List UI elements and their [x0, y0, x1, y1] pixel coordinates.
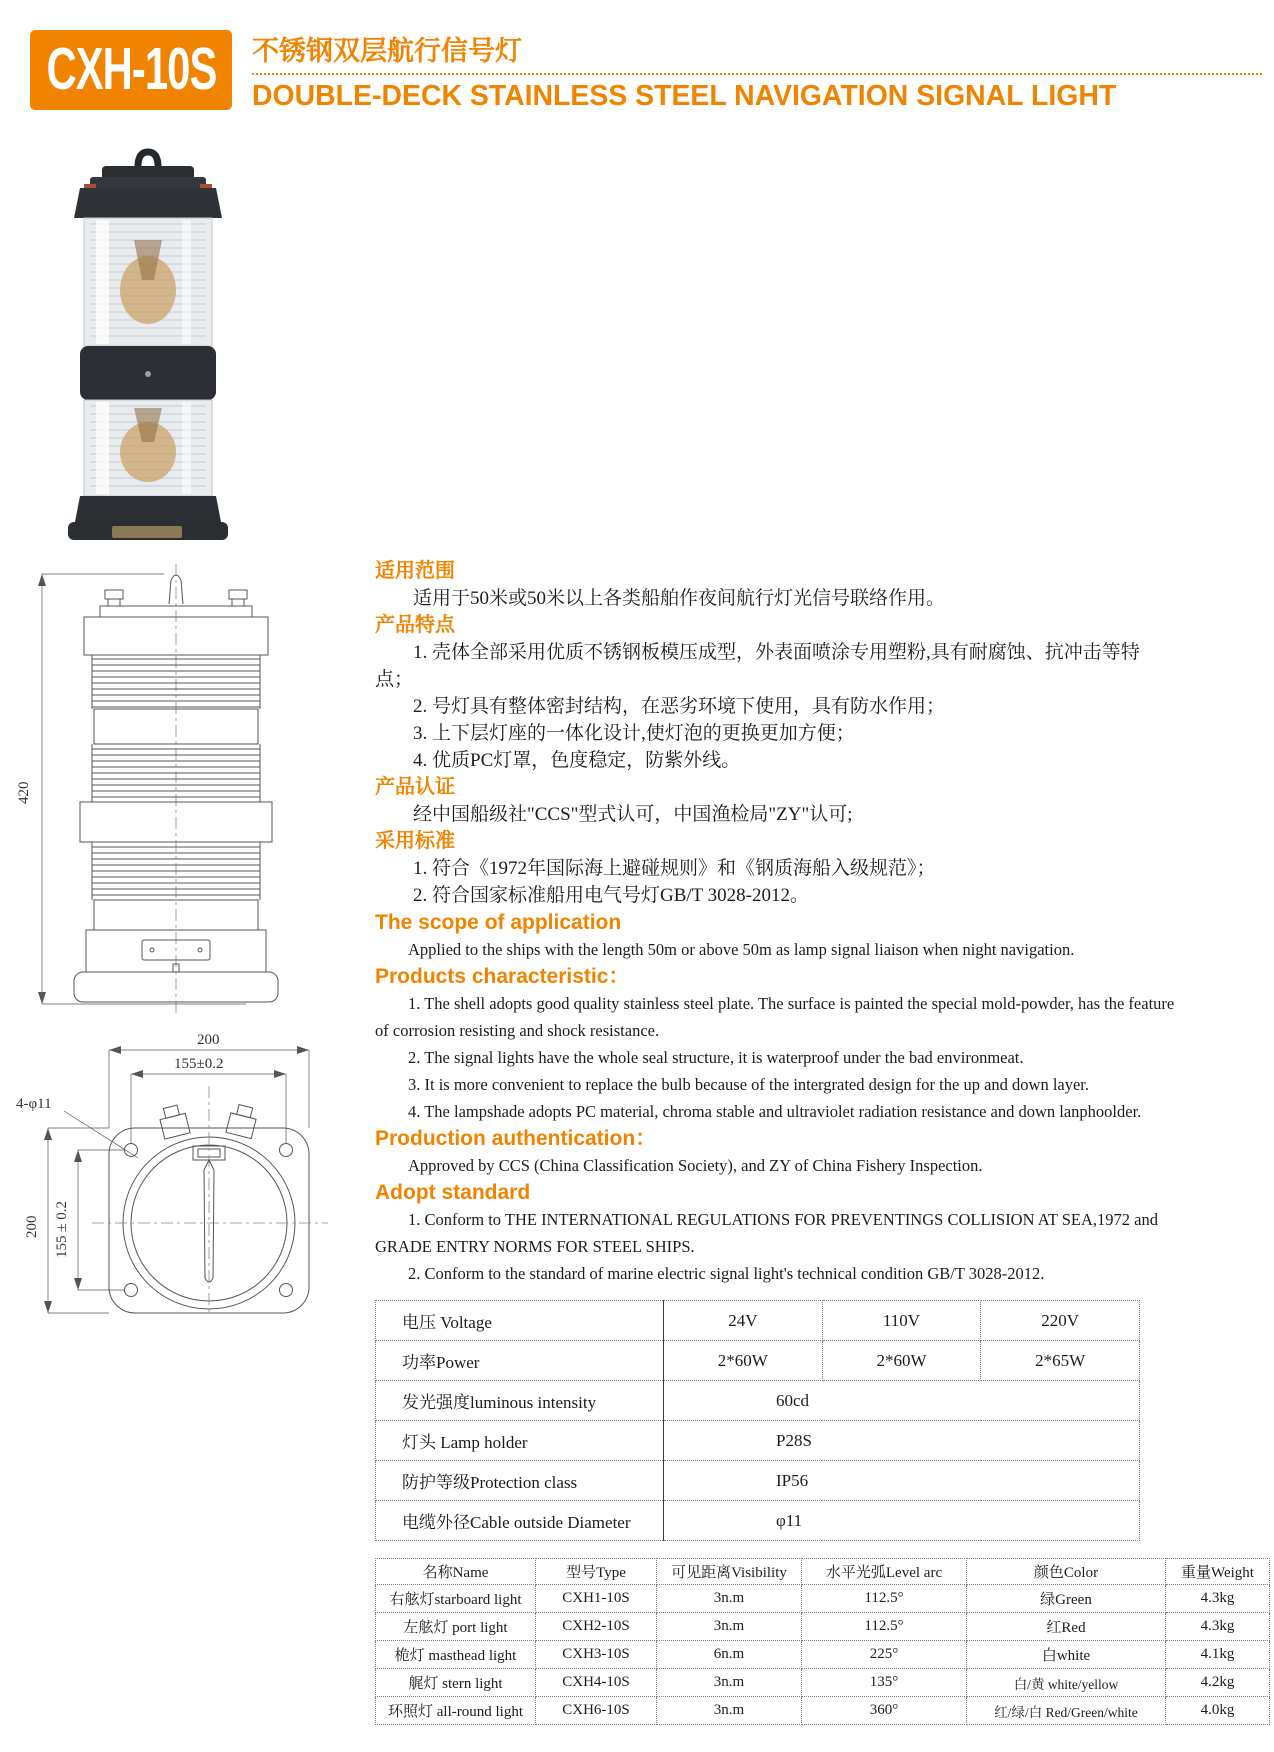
side-view-drawing: [14, 552, 346, 1024]
table-row: [376, 1641, 1270, 1669]
section-heading: Adopt standard: [375, 1181, 531, 1204]
model-badge: [30, 30, 232, 110]
section-paragraph: Applied to the ships with the length 50m or above 50m as lamp signal liaison when night navigation.: [408, 940, 1075, 959]
model-cell: 4.3kg: [1166, 1585, 1270, 1613]
model-cell: 桅灯 masthead light: [376, 1641, 536, 1669]
spec-label: 防护等级Protection class: [376, 1461, 664, 1501]
model-cell: 左舷灯 port light: [376, 1613, 536, 1641]
model-number: CXH-10S: [46, 36, 216, 103]
spec-value: 2*60W: [664, 1341, 823, 1381]
section-heading: 产品特点: [375, 614, 455, 636]
model-cell: 右舷灯starboard light: [376, 1585, 536, 1613]
spec-value: 60cd: [664, 1381, 1140, 1421]
table-row: [376, 1697, 1270, 1725]
content-column: [375, 558, 1254, 1725]
table-row: [376, 1461, 1140, 1501]
model-table-head: [376, 1559, 1270, 1585]
section-heading: 产品认证: [375, 776, 455, 798]
section-paragraph: 1. 符合《1972年国际海上避碰规则》和《钢质海船入级规范》；: [413, 858, 936, 879]
model-cell: 6n.m: [657, 1641, 802, 1669]
section-paragraph: 1. The shell adopts good quality stainless steel plate. The surface is painted the special mold-powder, has the feature of corrosion resisting and shock resistance.: [375, 994, 1175, 1040]
spec-value: 2*65W: [981, 1341, 1140, 1381]
section-paragraph: Approved by CCS (China Classification Society), and ZY of China Fishery Inspection.: [408, 1156, 983, 1175]
table-row: [376, 1301, 1140, 1341]
spec-table: [375, 1300, 1140, 1541]
spec-label: 电缆外径Cable outside Diameter: [376, 1501, 664, 1541]
model-table-header-row: [376, 1559, 1270, 1585]
model-cell: 3n.m: [657, 1697, 802, 1725]
section-paragraph: 2. The signal lights have the whole seal structure, it is waterproof under the bad environmeat.: [408, 1048, 1024, 1067]
model-cell: 4.1kg: [1166, 1641, 1270, 1669]
section-paragraph: 适用于50米或50米以上各类船舶作夜间航行灯光信号联络作用。: [413, 588, 946, 609]
section-heading: The scope of application: [375, 911, 622, 934]
top-cap: [74, 188, 222, 218]
model-cell: CXH3-10S: [536, 1641, 657, 1669]
model-cell: 112.5°: [802, 1585, 967, 1613]
spec-value: 2*60W: [822, 1341, 981, 1381]
dim-155-h: 155±0.2: [174, 1056, 224, 1072]
table-row: [376, 1501, 1140, 1541]
model-cell: 4.0kg: [1166, 1697, 1270, 1725]
model-column-header: 可见距离Visibility: [657, 1559, 802, 1585]
model-cell: 4.3kg: [1166, 1613, 1270, 1641]
spec-table-body: [376, 1301, 1140, 1541]
spec-value: 24V: [664, 1301, 823, 1341]
spec-value: P28S: [664, 1421, 1140, 1461]
table-row: [376, 1381, 1140, 1421]
spec-label: 功率Power: [376, 1341, 664, 1381]
section-paragraph: 4. 优质PC灯罩，色度稳定，防紫外线。: [413, 750, 741, 771]
section-paragraph: 2. 号灯具有整体密封结构，在恶劣环境下使用，具有防水作用；: [413, 696, 946, 717]
model-variants-table: [375, 1558, 1270, 1725]
lower-lens: [84, 400, 212, 496]
spec-label: 电压 Voltage: [376, 1301, 664, 1341]
page-title-chinese: 不锈钢双层航行信号灯: [252, 36, 1262, 75]
table-row: [376, 1341, 1140, 1381]
top-view-svg: [14, 1028, 346, 1320]
product-photo: [50, 140, 246, 540]
model-table-body: [376, 1585, 1270, 1725]
spec-label: 发光强度luminous intensity: [376, 1381, 664, 1421]
section-paragraph: 经中国船级社"CCS"型式认可，中国渔检局"ZY"认可;: [413, 804, 853, 825]
model-cell: 红/绿/白 Red/Green/white: [967, 1697, 1166, 1725]
spec-value: φ11: [664, 1501, 1140, 1541]
model-cell: CXH4-10S: [536, 1669, 657, 1697]
model-cell: 112.5°: [802, 1613, 967, 1641]
side-view-svg: [14, 552, 346, 1024]
model-cell: 4.2kg: [1166, 1669, 1270, 1697]
section-heading: 适用范围: [375, 560, 455, 582]
model-cell: 环照灯 all-round light: [376, 1697, 536, 1725]
upper-lens: [84, 218, 212, 346]
text-sections: [375, 558, 1175, 1287]
label-holes: 4-φ11: [16, 1096, 52, 1112]
section-heading: Production authentication：: [375, 1127, 657, 1150]
model-column-header: 型号Type: [536, 1559, 657, 1585]
model-cell: CXH1-10S: [536, 1585, 657, 1613]
section-paragraph: 1. 壳体全部采用优质不锈钢板模压成型，外表面喷涂专用塑粉,具有耐腐蚀、抗冲击等特点；: [375, 642, 1140, 690]
section-paragraph: 2. Conform to the standard of marine electric signal light's technical condition GB/T 3028-2012.: [408, 1264, 1045, 1283]
model-column-header: 颜色Color: [967, 1559, 1166, 1585]
model-cell: 艉灯 stern light: [376, 1669, 536, 1697]
dim-200-v: 200: [24, 1215, 40, 1238]
model-cell: 绿Green: [967, 1585, 1166, 1613]
top-view-drawing: [14, 1028, 346, 1320]
model-cell: 3n.m: [657, 1585, 802, 1613]
spec-label: 灯头 Lamp holder: [376, 1421, 664, 1461]
dim-155-v: 155 ± 0.2: [54, 1201, 70, 1258]
navigation-light-photo: [50, 140, 246, 540]
dim-200-h: 200: [197, 1032, 220, 1048]
model-cell: 白white: [967, 1641, 1166, 1669]
section-paragraph: 2. 符合国家标准船用电气号灯GB/T 3028-2012。: [413, 885, 810, 906]
model-cell: 3n.m: [657, 1669, 802, 1697]
section-paragraph: 1. Conform to THE INTERNATIONAL REGULATIONS FOR PREVENTINGS COLLISION AT SEA,1972 and GRADE ENTRY NORMS FOR STEEL SHIPS.: [375, 1210, 1158, 1256]
dim-420: 420: [16, 781, 32, 804]
section-heading: Products characteristic：: [375, 965, 630, 988]
model-column-header: 名称Name: [376, 1559, 536, 1585]
spec-value: 220V: [981, 1301, 1140, 1341]
model-cell: CXH6-10S: [536, 1697, 657, 1725]
model-cell: 3n.m: [657, 1613, 802, 1641]
model-column-header: 重量Weight: [1166, 1559, 1270, 1585]
model-cell: 360°: [802, 1697, 967, 1725]
model-cell: 135°: [802, 1669, 967, 1697]
model-cell: 白/黄 white/yellow: [967, 1669, 1166, 1697]
section-heading: 采用标准: [375, 830, 455, 852]
model-cell: 225°: [802, 1641, 967, 1669]
table-row: [376, 1669, 1270, 1697]
section-paragraph: 3. 上下层灯座的一体化设计,使灯泡的更换更加方便；: [413, 723, 855, 744]
model-column-header: 水平光弧Level arc: [802, 1559, 967, 1585]
spec-value: 110V: [822, 1301, 981, 1341]
section-paragraph: 3. It is more convenient to replace the bulb because of the intergrated design for the up and down layer.: [408, 1075, 1090, 1094]
base-body: [75, 496, 221, 522]
page-title-english: DOUBLE-DECK STAINLESS STEEL NAVIGATION SIGNAL LIGHT: [252, 80, 1117, 112]
model-cell: CXH2-10S: [536, 1613, 657, 1641]
section-paragraph: 4. The lampshade adopts PC material, chroma stable and ultraviolet radiation resistance and down lanphoolder.: [408, 1102, 1142, 1121]
nameplate: [112, 526, 182, 538]
table-row: [376, 1421, 1140, 1461]
model-cell: 红Red: [967, 1613, 1166, 1641]
table-row: [376, 1585, 1270, 1613]
spec-value: IP56: [664, 1461, 1140, 1501]
table-row: [376, 1613, 1270, 1641]
